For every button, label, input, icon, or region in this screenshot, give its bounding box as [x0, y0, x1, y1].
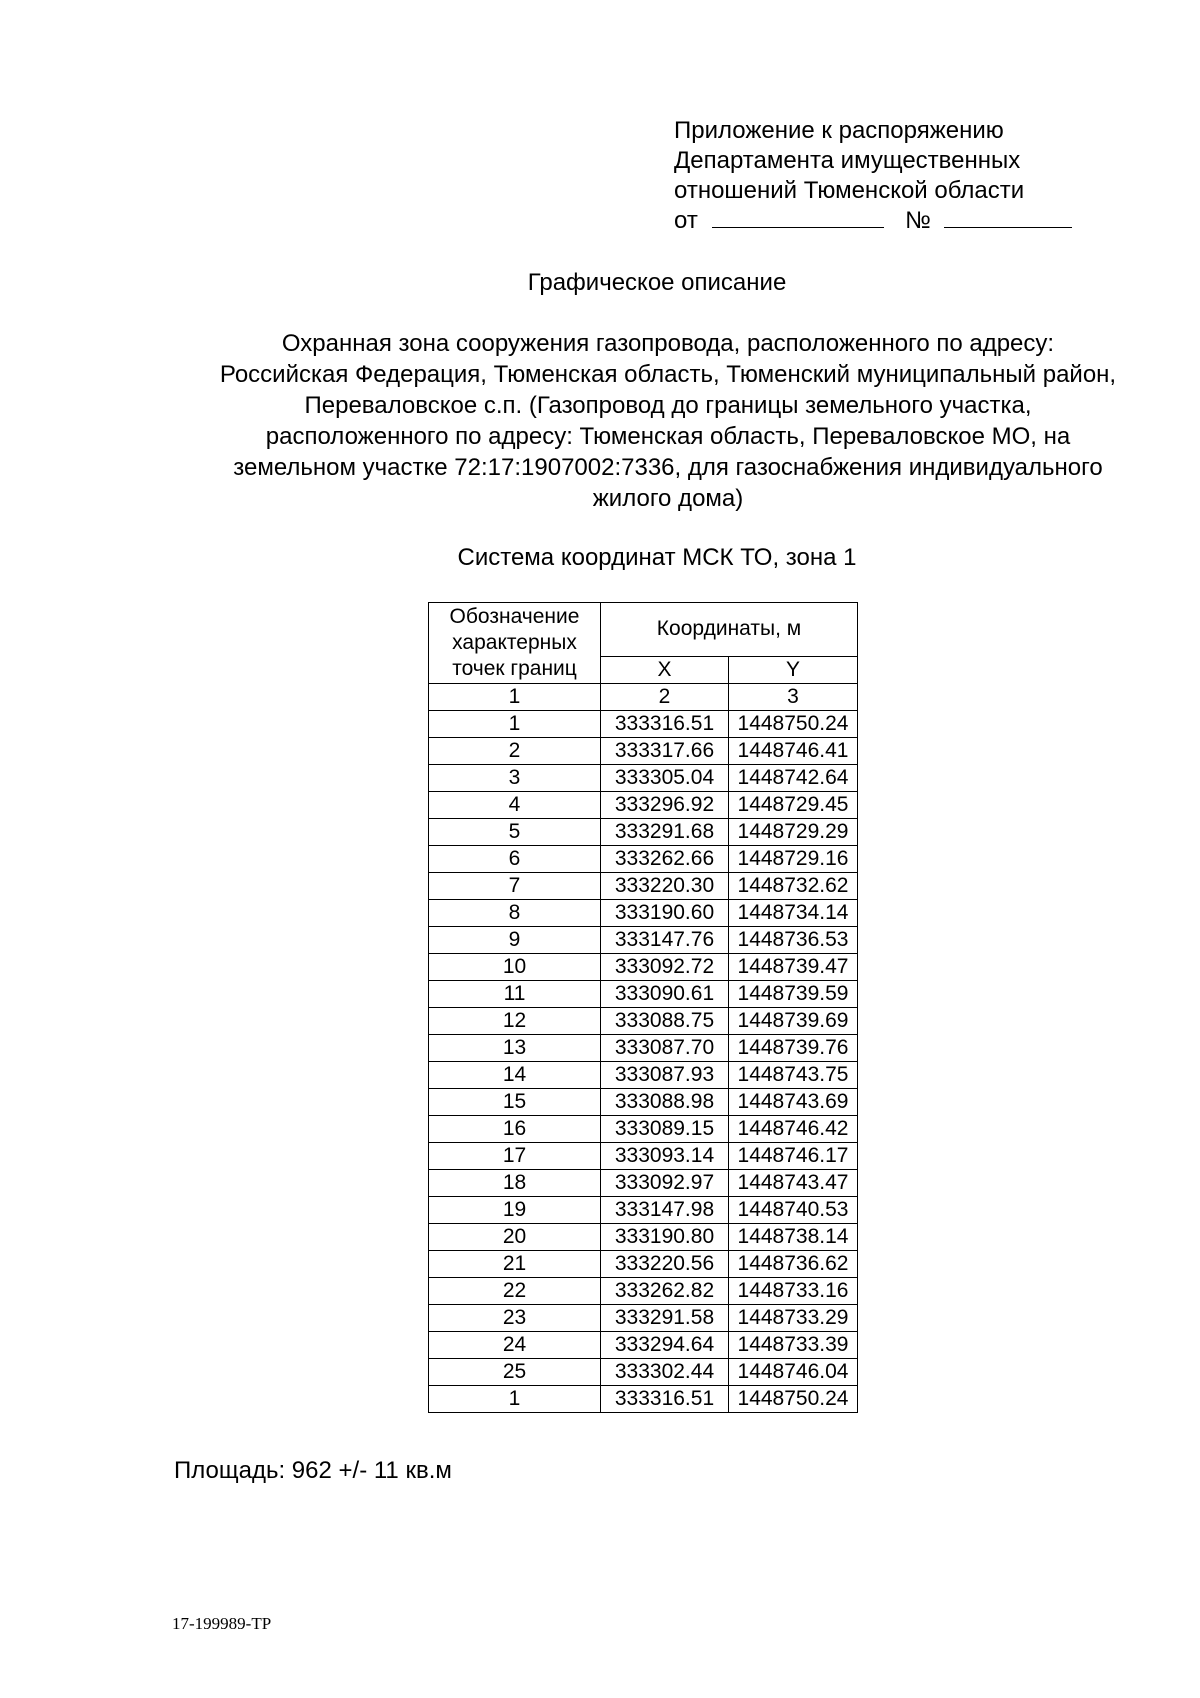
point-number-cell: 12: [429, 1008, 601, 1035]
zone-description: [168, 328, 1168, 514]
x-coordinate-cell: 333316.51: [601, 1386, 729, 1413]
y-coordinate-cell: 1448736.53: [729, 927, 858, 954]
table-row: [429, 1305, 858, 1332]
header-x: X: [601, 656, 729, 683]
x-coordinate-cell: 333220.30: [601, 873, 729, 900]
table-row: [429, 1089, 858, 1116]
table-row: [429, 1197, 858, 1224]
x-coordinate-cell: 333190.60: [601, 900, 729, 927]
y-coordinate-cell: 1448743.75: [729, 1062, 858, 1089]
table-header-row: [429, 603, 858, 657]
table-row: [429, 981, 858, 1008]
coordinate-system-label: Система координат МСК ТО, зона 1: [457, 544, 857, 571]
table-row: [429, 900, 858, 927]
table-row: [429, 1008, 858, 1035]
description-line-5: земельном участке 72:17:1907002:7336, для газоснабжения индивидуального: [233, 454, 1103, 481]
y-coordinate-cell: 1448732.62: [729, 873, 858, 900]
table-row: [429, 1116, 858, 1143]
point-number-cell: 5: [429, 819, 601, 846]
x-coordinate-cell: 333190.80: [601, 1224, 729, 1251]
table-row: [429, 927, 858, 954]
y-coordinate-cell: 1448729.16: [729, 846, 858, 873]
point-number-cell: 10: [429, 954, 601, 981]
appendix-header: [674, 116, 1072, 236]
number-blank: [944, 207, 1072, 228]
date-blank: [712, 207, 884, 228]
y-coordinate-cell: 1448739.76: [729, 1035, 858, 1062]
x-coordinate-cell: 333302.44: [601, 1359, 729, 1386]
x-coordinate-cell: 333090.61: [601, 981, 729, 1008]
point-number-cell: 24: [429, 1332, 601, 1359]
y-coordinate-cell: 1448729.29: [729, 819, 858, 846]
table-row: [429, 765, 858, 792]
y-coordinate-cell: 1448734.14: [729, 900, 858, 927]
x-coordinate-cell: 333291.58: [601, 1305, 729, 1332]
description-line-2: Российская Федерация, Тюменская область, Тюменский муниципальный район,: [219, 361, 1117, 388]
table-row: [429, 819, 858, 846]
point-number-cell: 20: [429, 1224, 601, 1251]
description-line-3: Переваловское с.п. (Газопровод до границы земельного участка,: [304, 392, 1032, 419]
x-coordinate-cell: 333262.66: [601, 846, 729, 873]
area-label: Площадь: 962 +/- 11 кв.м: [174, 1457, 452, 1484]
table-row: [429, 711, 858, 738]
y-coordinate-cell: 1448746.04: [729, 1359, 858, 1386]
y-coordinate-cell: 1448746.41: [729, 738, 858, 765]
description-line-4: расположенного по адресу: Тюменская область, Переваловское МО, на: [265, 423, 1071, 450]
coordinates-table: [428, 602, 858, 1413]
y-coordinate-cell: 1448750.24: [729, 711, 858, 738]
point-number-cell: 2: [429, 738, 601, 765]
x-coordinate-cell: 333087.70: [601, 1035, 729, 1062]
table-row: [429, 1386, 858, 1413]
x-coordinate-cell: 333305.04: [601, 765, 729, 792]
point-number-cell: 21: [429, 1251, 601, 1278]
appendix-line-2: Департамента имущественных: [674, 147, 1021, 174]
point-number-cell: 23: [429, 1305, 601, 1332]
y-coordinate-cell: 1448743.47: [729, 1170, 858, 1197]
x-coordinate-cell: 333262.82: [601, 1278, 729, 1305]
table-row: [429, 738, 858, 765]
table-row: [429, 1035, 858, 1062]
header-point-line-1: Обозначение: [449, 605, 580, 628]
x-coordinate-cell: 333087.93: [601, 1062, 729, 1089]
footer-document-code: 17-199989-TP: [172, 1614, 272, 1633]
table-row: [429, 1062, 858, 1089]
point-number-cell: 3: [429, 765, 601, 792]
y-coordinate-cell: 1448739.69: [729, 1008, 858, 1035]
description-line-6: жилого дома): [592, 485, 744, 512]
x-coordinate-cell: 333220.56: [601, 1251, 729, 1278]
point-number-cell: 14: [429, 1062, 601, 1089]
table-row: [429, 1224, 858, 1251]
point-number-cell: 18: [429, 1170, 601, 1197]
table-row: [429, 1170, 858, 1197]
header-y: Y: [729, 656, 858, 683]
point-number-cell: 17: [429, 1143, 601, 1170]
appendix-number-label: №: [905, 207, 931, 234]
header-point-line-2: характерных: [452, 631, 577, 654]
point-number-cell: 19: [429, 1197, 601, 1224]
x-coordinate-cell: 333296.92: [601, 792, 729, 819]
column-number-2: 2: [601, 684, 729, 711]
point-number-cell: 6: [429, 846, 601, 873]
appendix-line-1: Приложение к распоряжению: [674, 117, 1004, 144]
point-number-cell: 7: [429, 873, 601, 900]
table-row: [429, 873, 858, 900]
x-coordinate-cell: 333088.75: [601, 1008, 729, 1035]
column-number-3: 3: [729, 684, 858, 711]
header-coordinates: Координаты, м: [601, 603, 858, 657]
x-coordinate-cell: 333147.98: [601, 1197, 729, 1224]
point-number-cell: 1: [429, 1386, 601, 1413]
x-coordinate-cell: 333294.64: [601, 1332, 729, 1359]
point-number-cell: 8: [429, 900, 601, 927]
table-row: [429, 1143, 858, 1170]
document-title: Графическое описание: [527, 269, 787, 296]
x-coordinate-cell: 333291.68: [601, 819, 729, 846]
point-number-cell: 4: [429, 792, 601, 819]
point-number-cell: 25: [429, 1359, 601, 1386]
y-coordinate-cell: 1448729.45: [729, 792, 858, 819]
y-coordinate-cell: 1448743.69: [729, 1089, 858, 1116]
x-coordinate-cell: 333092.72: [601, 954, 729, 981]
header-point-line-3: точек границ: [452, 657, 577, 680]
point-number-cell: 15: [429, 1089, 601, 1116]
point-number-cell: 11: [429, 981, 601, 1008]
appendix-from-label: от: [674, 207, 698, 234]
description-line-1: Охранная зона сооружения газопровода, расположенного по адресу:: [281, 330, 1055, 357]
table-column-number-row: [429, 684, 858, 711]
y-coordinate-cell: 1448742.64: [729, 765, 858, 792]
y-coordinate-cell: 1448740.53: [729, 1197, 858, 1224]
x-coordinate-cell: 333089.15: [601, 1116, 729, 1143]
y-coordinate-cell: 1448733.29: [729, 1305, 858, 1332]
table-row: [429, 1332, 858, 1359]
y-coordinate-cell: 1448746.42: [729, 1116, 858, 1143]
table-row: [429, 792, 858, 819]
x-coordinate-cell: 333093.14: [601, 1143, 729, 1170]
point-number-cell: 13: [429, 1035, 601, 1062]
y-coordinate-cell: 1448739.59: [729, 981, 858, 1008]
x-coordinate-cell: 333316.51: [601, 711, 729, 738]
x-coordinate-cell: 333147.76: [601, 927, 729, 954]
table-row: [429, 1359, 858, 1386]
appendix-line-3: отношений Тюменской области: [674, 177, 1025, 204]
column-number-1: 1: [429, 684, 601, 711]
y-coordinate-cell: 1448733.16: [729, 1278, 858, 1305]
y-coordinate-cell: 1448733.39: [729, 1332, 858, 1359]
point-number-cell: 9: [429, 927, 601, 954]
point-number-cell: 1: [429, 711, 601, 738]
table-row: [429, 1278, 858, 1305]
table-row: [429, 846, 858, 873]
y-coordinate-cell: 1448746.17: [729, 1143, 858, 1170]
point-number-cell: 16: [429, 1116, 601, 1143]
y-coordinate-cell: 1448739.47: [729, 954, 858, 981]
appendix-date-number-line: [674, 206, 1072, 236]
point-number-cell: 22: [429, 1278, 601, 1305]
y-coordinate-cell: 1448738.14: [729, 1224, 858, 1251]
x-coordinate-cell: 333317.66: [601, 738, 729, 765]
table-row: [429, 954, 858, 981]
table-row: [429, 1251, 858, 1278]
y-coordinate-cell: 1448736.62: [729, 1251, 858, 1278]
y-coordinate-cell: 1448750.24: [729, 1386, 858, 1413]
x-coordinate-cell: 333088.98: [601, 1089, 729, 1116]
x-coordinate-cell: 333092.97: [601, 1170, 729, 1197]
header-point-designation: [429, 603, 601, 684]
